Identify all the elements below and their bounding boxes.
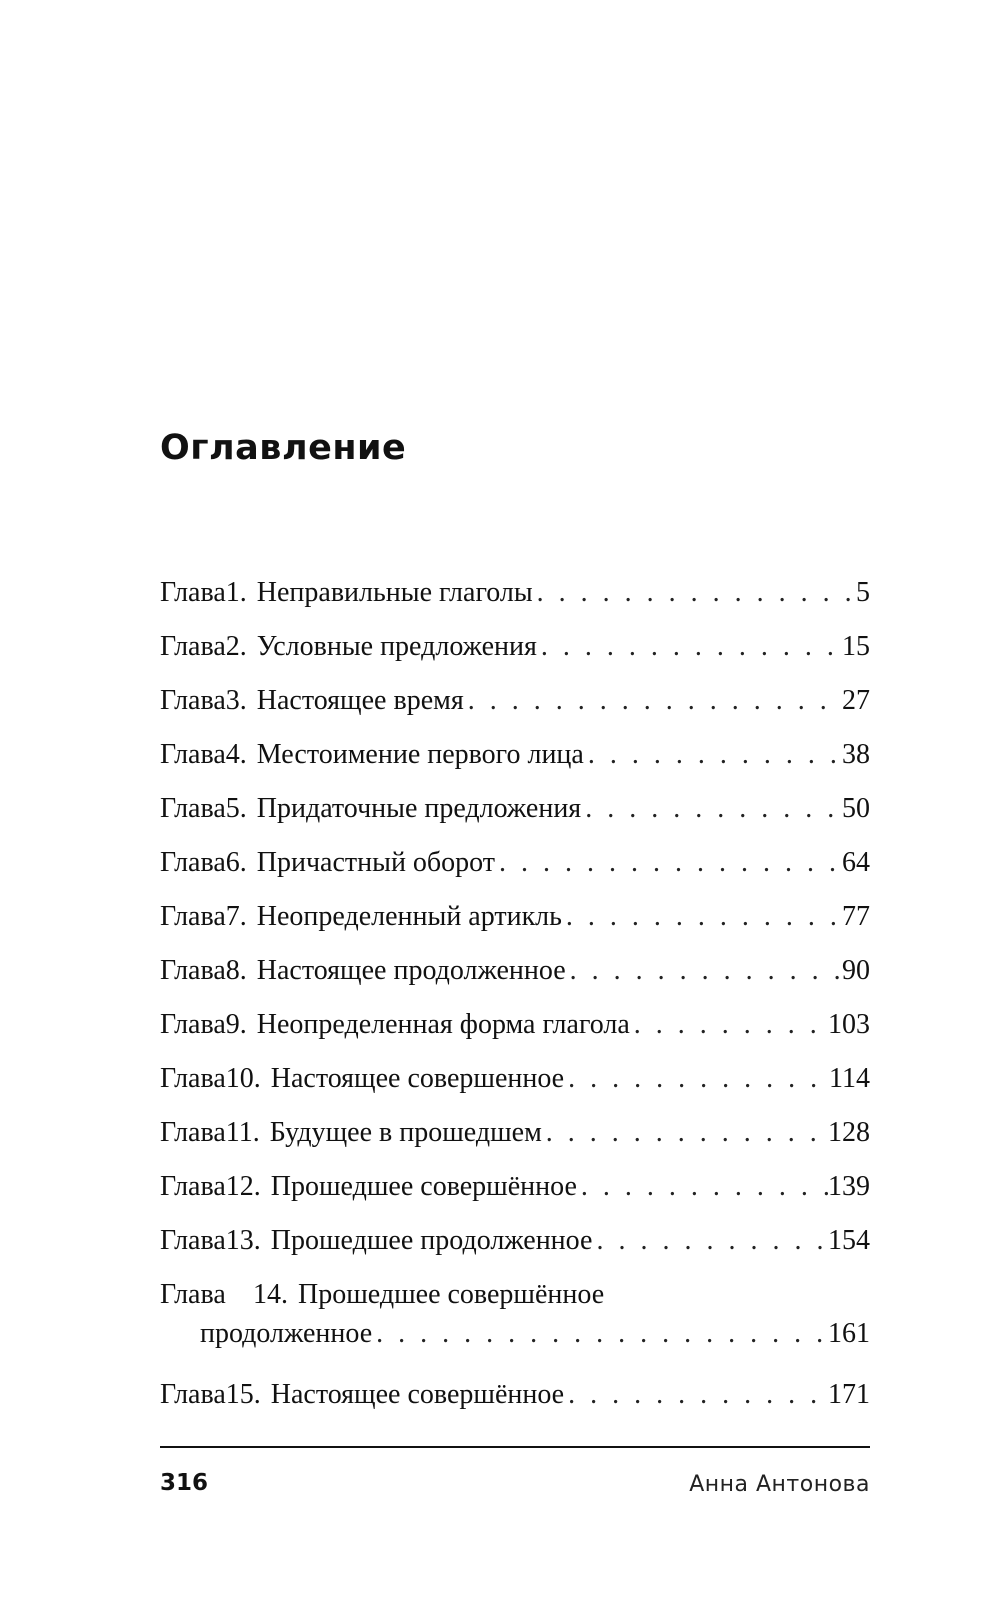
toc-entry[interactable] (160, 568, 870, 622)
dot-leader (562, 892, 842, 942)
chapter-label: Глава (160, 1379, 226, 1410)
chapter-label: Глава (160, 793, 226, 824)
chapter-title: Условные предложения (256, 631, 537, 662)
chapter-title: Местоимение первого лица (256, 739, 584, 770)
toc-entry[interactable] (160, 1162, 870, 1216)
chapter-title: Настоящее продолженное (256, 955, 566, 986)
chapter-page: 103 (828, 1009, 870, 1040)
dot-leader (592, 1216, 828, 1266)
chapter-number: 3. (225, 685, 247, 716)
chapter-number: 5. (225, 793, 247, 824)
chapter-title: Неопределенный артикль (256, 901, 562, 932)
chapter-title: Настоящее совершенное (270, 1063, 565, 1094)
chapter-number: 11. (225, 1117, 260, 1148)
chapter-title-continued: продолженное (200, 1318, 373, 1349)
dot-leader (372, 1312, 828, 1356)
chapter-page: 5 (856, 577, 870, 608)
chapter-page: 161 (828, 1318, 870, 1349)
chapter-label: Глава (160, 1063, 226, 1094)
chapter-page: 114 (829, 1063, 870, 1094)
dot-leader (495, 838, 842, 888)
running-author: Анна Антонова (689, 1472, 870, 1497)
chapter-title: Прошедшее совершённое (298, 1279, 605, 1310)
dot-leader (464, 676, 842, 726)
chapter-page: 139 (828, 1171, 870, 1202)
chapter-title: Неопределенная форма глагола (256, 1009, 630, 1040)
dot-leader (542, 1108, 828, 1158)
toc-entry[interactable] (160, 784, 870, 838)
chapter-number: 13. (225, 1225, 261, 1256)
toc-list (160, 568, 870, 1424)
chapter-number: 7. (225, 901, 247, 932)
chapter-page: 15 (842, 631, 870, 662)
chapter-number: 15. (225, 1379, 261, 1410)
chapter-title: Настоящее совершённое (270, 1379, 565, 1410)
chapter-label: Глава (160, 1117, 226, 1148)
chapter-page: 128 (828, 1117, 870, 1148)
dot-leader (537, 622, 842, 672)
dot-leader (533, 568, 856, 618)
chapter-page: 90 (842, 955, 870, 986)
chapter-label: Глава (160, 631, 226, 662)
chapter-number: 14. (253, 1279, 288, 1310)
toc-entry[interactable] (160, 1108, 870, 1162)
toc-heading: Оглавление (160, 428, 407, 468)
chapter-number: 10. (225, 1063, 261, 1094)
chapter-title: Прошедшее совершённое (270, 1171, 577, 1202)
chapter-title: Неправильные глаголы (256, 577, 533, 608)
chapter-page: 171 (828, 1379, 870, 1410)
dot-leader (581, 784, 842, 834)
chapter-page: 50 (842, 793, 870, 824)
chapter-page: 38 (842, 739, 870, 770)
chapter-title: Настоящее время (256, 685, 464, 716)
toc-entry-line (160, 1312, 870, 1356)
chapter-label: Глава (160, 577, 226, 608)
footer-rule (160, 1446, 870, 1448)
dot-leader (566, 946, 842, 996)
toc-entry[interactable] (160, 676, 870, 730)
chapter-number: 6. (225, 847, 247, 878)
chapter-label: Глава (160, 955, 226, 986)
chapter-label: Глава (160, 1225, 226, 1256)
chapter-number: 1. (225, 577, 247, 608)
dot-leader (564, 1370, 828, 1420)
chapter-page: 77 (842, 901, 870, 932)
chapter-label: Глава (160, 847, 226, 878)
toc-entry[interactable] (160, 946, 870, 1000)
chapter-label: Глава (160, 1279, 226, 1310)
toc-entry[interactable] (160, 730, 870, 784)
dot-leader (564, 1054, 829, 1104)
chapter-title: Придаточные предложения (256, 793, 582, 824)
chapter-label: Глава (160, 1171, 226, 1202)
chapter-number: 12. (225, 1171, 261, 1202)
chapter-label: Глава (160, 1009, 226, 1040)
dot-leader (584, 730, 842, 780)
chapter-page: 64 (842, 847, 870, 878)
toc-entry[interactable] (160, 1216, 870, 1270)
chapter-number: 4. (225, 739, 247, 770)
toc-entry[interactable] (160, 892, 870, 946)
chapter-number: 8. (225, 955, 247, 986)
chapter-number: 2. (225, 631, 247, 662)
toc-entry[interactable] (160, 1054, 870, 1108)
chapter-title: Причастный оборот (256, 847, 496, 878)
chapter-label: Глава (160, 901, 226, 932)
dot-leader (577, 1162, 828, 1212)
chapter-number: 9. (225, 1009, 247, 1040)
toc-entry[interactable] (160, 1370, 870, 1424)
dot-leader (630, 1000, 828, 1050)
chapter-page: 154 (828, 1225, 870, 1256)
chapter-title: Прошедшее продолженное (270, 1225, 593, 1256)
chapter-label: Глава (160, 685, 226, 716)
toc-entry-line (160, 1270, 870, 1312)
toc-entry[interactable] (160, 1000, 870, 1054)
toc-entry[interactable] (160, 622, 870, 676)
page-number: 316 (160, 1470, 209, 1496)
chapter-label: Глава (160, 739, 226, 770)
chapter-title: Будущее в прошедшем (269, 1117, 542, 1148)
toc-entry[interactable] (160, 1270, 870, 1356)
toc-entry[interactable] (160, 838, 870, 892)
chapter-page: 27 (842, 685, 870, 716)
